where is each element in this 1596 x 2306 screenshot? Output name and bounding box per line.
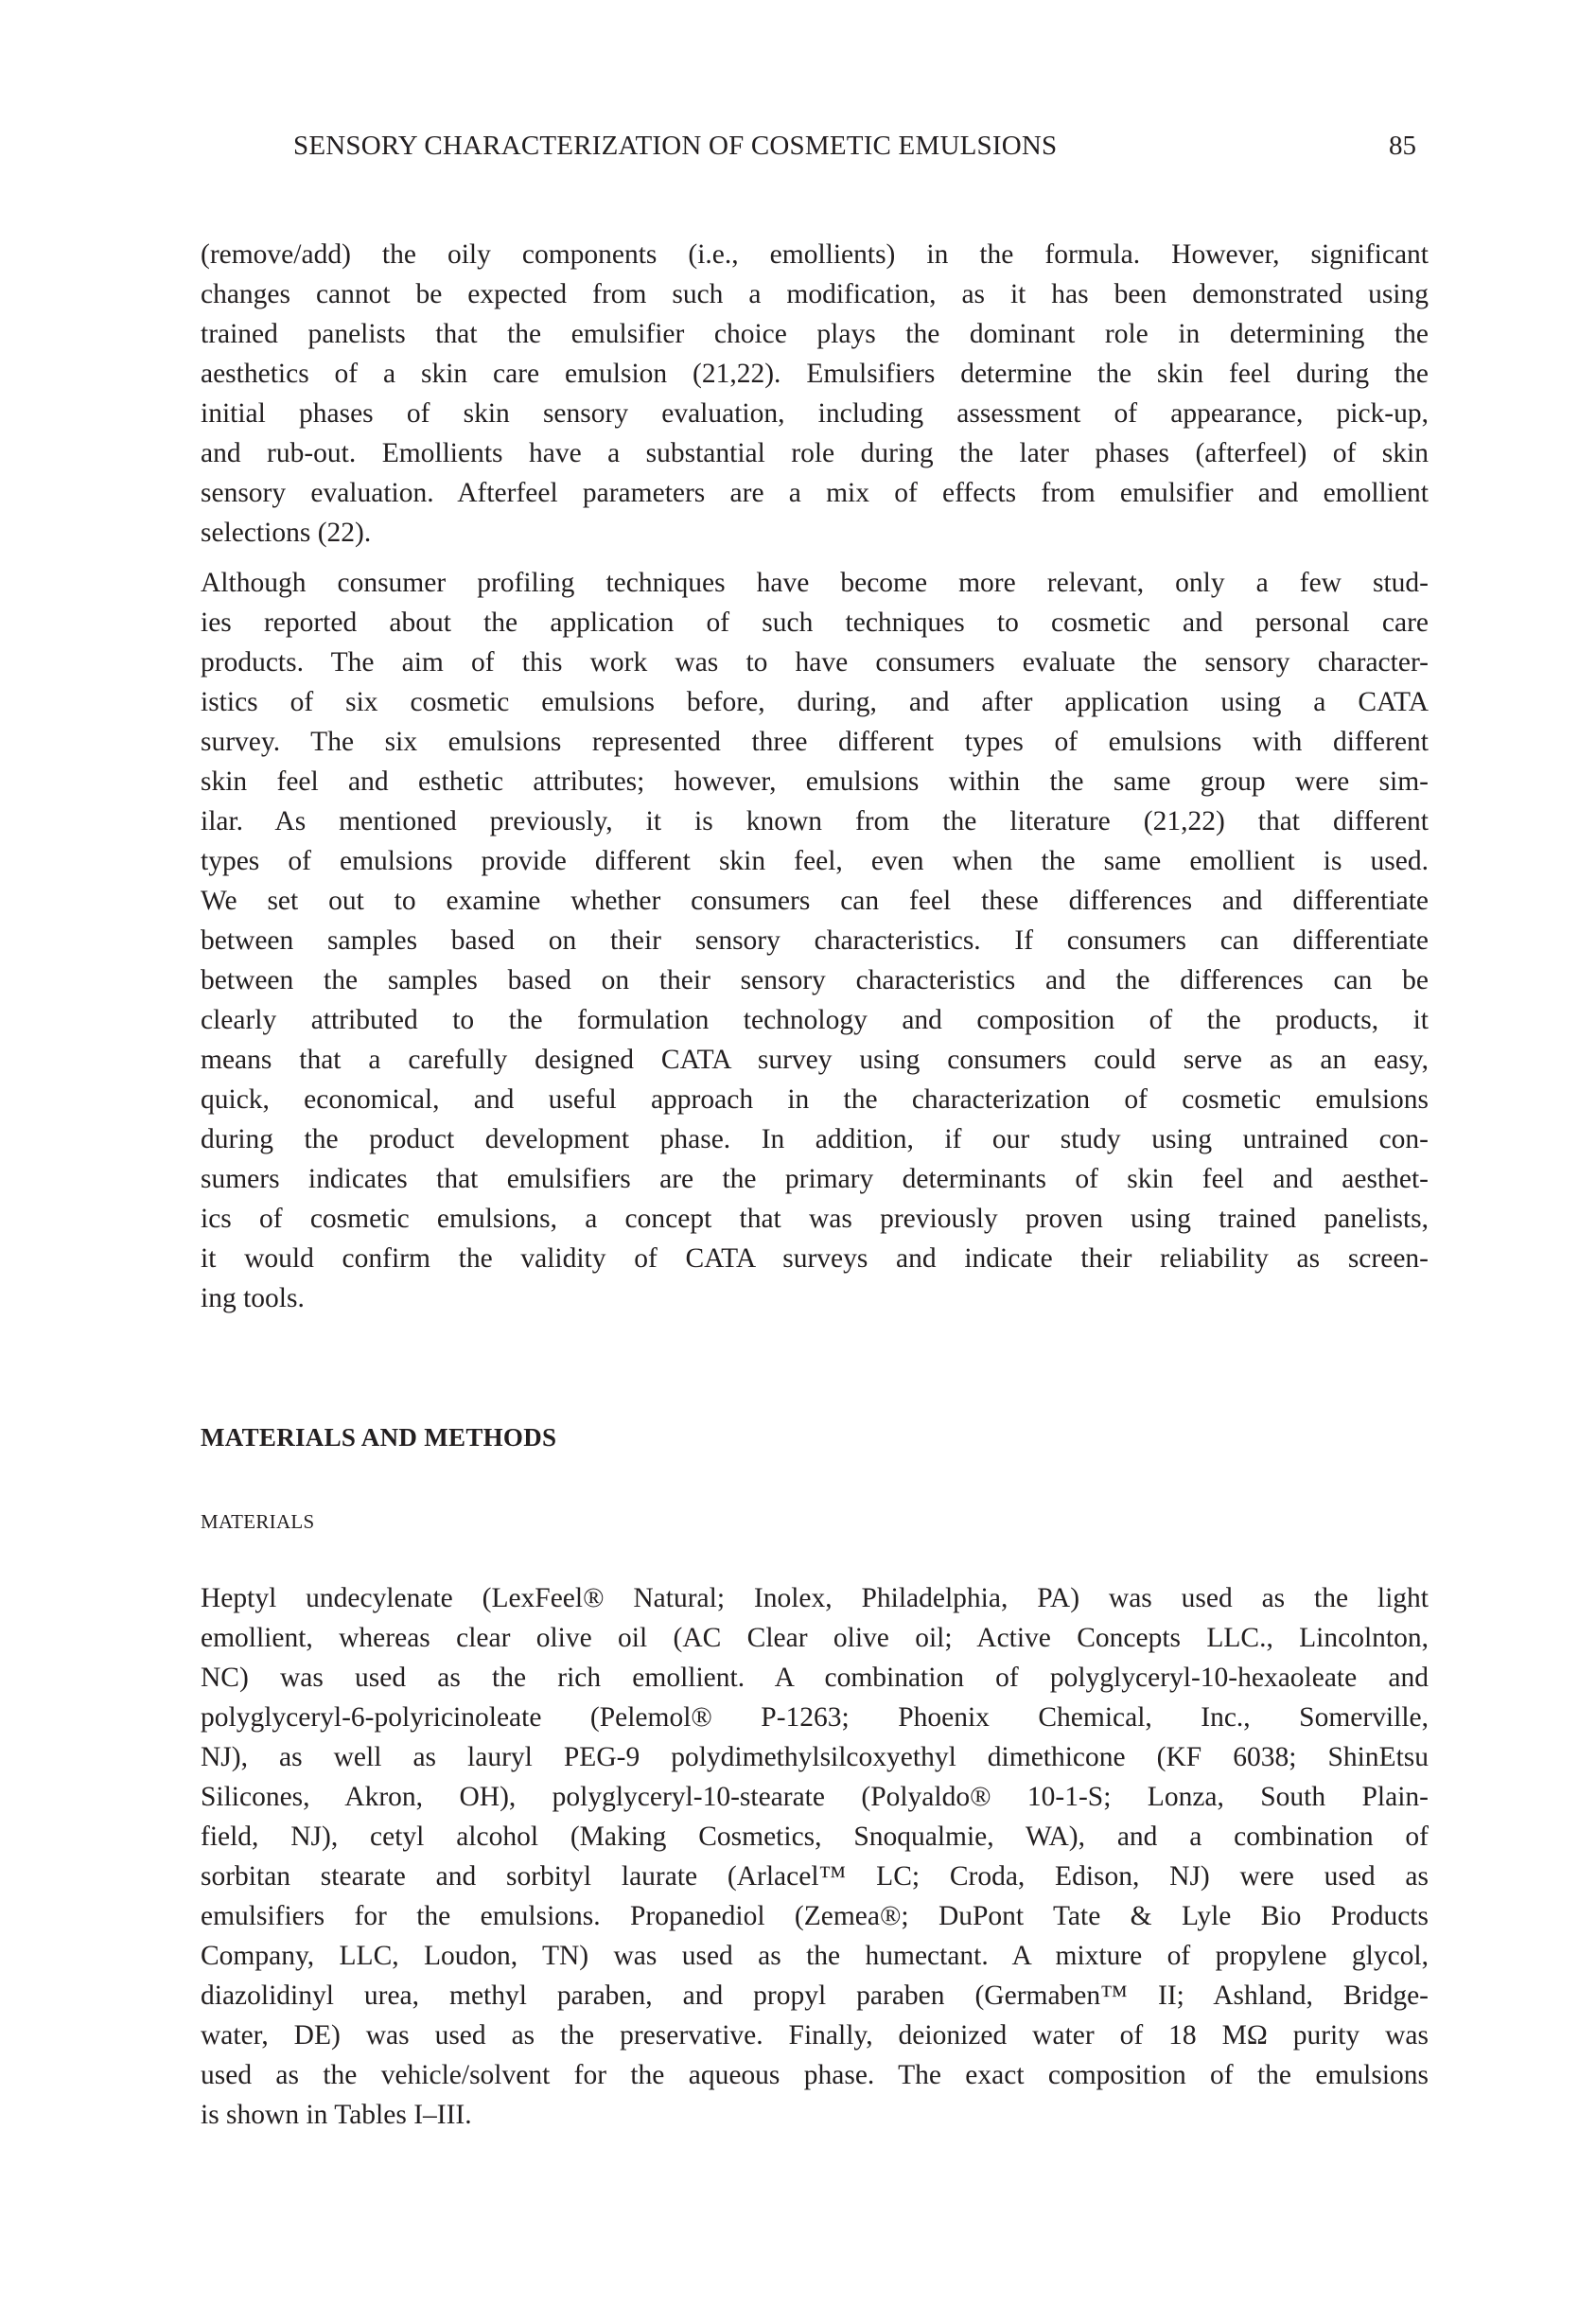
text-line: used as the vehicle/solvent for the aqueous phase. The exact composition of the emulsions xyxy=(201,2060,1429,2090)
text-line: water, DE) was used as the preservative. Finally, deionized water of 18 MΩ purity was xyxy=(201,2020,1429,2051)
text-line: between samples based on their sensory characteristics. If consumers can differentiate xyxy=(201,925,1429,956)
text-line: Company, LLC, Loudon, TN) was used as the humectant. A mixture of propylene glycol, xyxy=(201,1941,1429,1971)
text-line: ies reported about the application of such techniques to cosmetic and personal care xyxy=(201,607,1429,638)
text-line: Although consumer profiling techniques have become more relevant, only a few stud- xyxy=(201,568,1429,598)
text-line: istics of six cosmetic emulsions before, during, and after application using a CATA xyxy=(201,687,1429,717)
text-line: between the samples based on their sensory characteristics and the differences can be xyxy=(201,965,1429,995)
text-line: NC) was used as the rich emollient. A combination of polyglyceryl-10-hexaoleate and xyxy=(201,1663,1429,1693)
running-title: SENSORY CHARACTERIZATION OF COSMETIC EMULSIONS xyxy=(293,131,1058,161)
text-line: diazolidinyl urea, methyl paraben, and propyl paraben (Germaben™ II; Ashland, Bridge- xyxy=(201,1980,1429,2011)
text-line: it would confirm the validity of CATA surveys and indicate their reliability as screen- xyxy=(201,1243,1429,1274)
text-line: ilar. As mentioned previously, it is known from the literature (21,22) that different xyxy=(201,806,1429,836)
text-line: NJ), as well as lauryl PEG-9 polydimethylsilcoxyethyl dimethicone (KF 6038; ShinEtsu xyxy=(201,1742,1429,1772)
text-line: clearly attributed to the formulation technology and composition of the products, it xyxy=(201,1005,1429,1035)
text-line: aesthetics of a skin care emulsion (21,22). Emulsifiers determine the skin feel during the xyxy=(201,359,1429,389)
text-line: trained panelists that the emulsifier choice plays the dominant role in determining the xyxy=(201,319,1429,349)
page-number: 85 xyxy=(1389,131,1416,161)
text-line: changes cannot be expected from such a modification, as it has been demonstrated using xyxy=(201,279,1429,309)
text-line: Silicones, Akron, OH), polyglyceryl-10-stearate (Polyaldo® 10-1-S; Lonza, South Plain- xyxy=(201,1782,1429,1812)
text-line: field, NJ), cetyl alcohol (Making Cosmetics, Snoqualmie, WA), and a combination of xyxy=(201,1822,1429,1852)
paragraph-intro-continued xyxy=(201,235,1429,553)
paragraph-study-aim xyxy=(201,563,1429,1318)
section-heading: MATERIALS AND METHODS xyxy=(201,1423,557,1452)
text-line: initial phases of skin sensory evaluation, including assessment of appearance, pick-up, xyxy=(201,398,1429,429)
text-line: ing tools. xyxy=(201,1283,305,1313)
text-line: types of emulsions provide different skin feel, even when the same emollient is used. xyxy=(201,846,1429,876)
text-line: and rub-out. Emollients have a substantial role during the later phases (afterfeel) of skin xyxy=(201,438,1429,468)
text-line: (remove/add) the oily components (i.e., emollients) in the formula. However, significant xyxy=(201,239,1429,270)
text-line: sumers indicates that emulsifiers are the primary determinants of skin feel and aesthet- xyxy=(201,1164,1429,1194)
text-line: means that a carefully designed CATA survey using consumers could serve as an easy, xyxy=(201,1045,1429,1075)
text-line: survey. The six emulsions represented three different types of emulsions with different xyxy=(201,727,1429,757)
text-line: quick, economical, and useful approach in the characterization of cosmetic emulsions xyxy=(201,1084,1429,1115)
subsection-heading: MATERIALS xyxy=(201,1510,315,1533)
text-line: emulsifiers for the emulsions. Propanediol (Zemea®; DuPont Tate & Lyle Bio Products xyxy=(201,1901,1429,1931)
text-line: is shown in Tables I–III. xyxy=(201,2100,472,2130)
text-line: selections (22). xyxy=(201,518,372,548)
paragraph-materials xyxy=(201,1578,1429,2135)
text-line: sensory evaluation. Afterfeel parameters are a mix of effects from emulsifier and emollient xyxy=(201,478,1429,508)
text-line: emollient, whereas clear olive oil (AC Clear olive oil; Active Concepts LLC., Lincolnton, xyxy=(201,1623,1429,1653)
text-line: products. The aim of this work was to have consumers evaluate the sensory character- xyxy=(201,647,1429,678)
text-line: polyglyceryl-6-polyricinoleate (Pelemol® P-1263; Phoenix Chemical, Inc., Somerville, xyxy=(201,1702,1429,1733)
text-line: skin feel and esthetic attributes; however, emulsions within the same group were sim- xyxy=(201,766,1429,797)
text-line: Heptyl undecylenate (LexFeel® Natural; Inolex, Philadelphia, PA) was used as the light xyxy=(201,1583,1429,1613)
text-line: ics of cosmetic emulsions, a concept that was previously proven using trained panelists, xyxy=(201,1204,1429,1234)
text-line: during the product development phase. In addition, if our study using untrained con- xyxy=(201,1124,1429,1154)
text-line: We set out to examine whether consumers can feel these differences and differentiate xyxy=(201,886,1429,916)
text-line: sorbitan stearate and sorbityl laurate (Arlacel™ LC; Croda, Edison, NJ) were used as xyxy=(201,1861,1429,1892)
